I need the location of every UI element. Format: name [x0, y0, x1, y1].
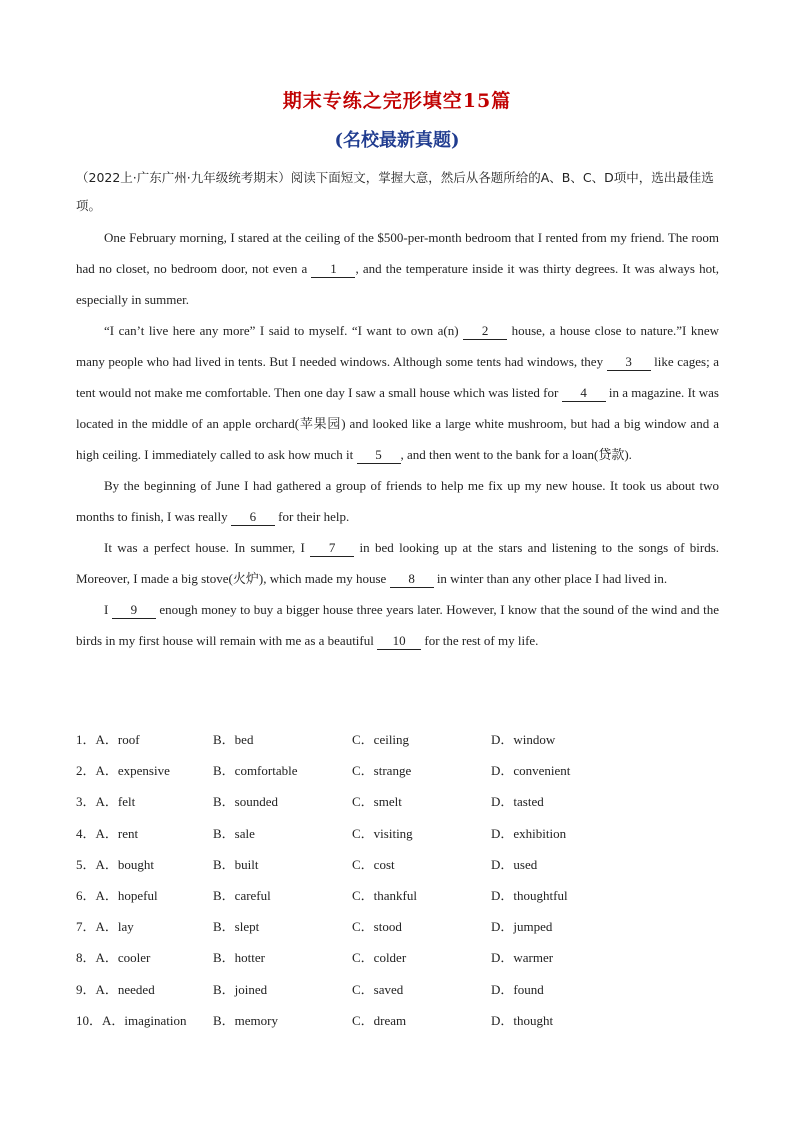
option-c[interactable]: C．visiting [352, 825, 413, 841]
blank-8: 8 [390, 571, 434, 588]
option-d[interactable]: D．jumped [491, 919, 553, 935]
option-b[interactable]: B．joined [213, 981, 268, 997]
option-a[interactable]: 9．A．needed [76, 981, 155, 997]
page-subtitle: (名校最新真题) [334, 130, 460, 151]
passage-text: , and the temperature inside it was thirty degrees. It was always hot, especially in summer. [76, 261, 719, 307]
passage-text: By the beginning of June I had gathered a group of friends to help me fix up my new house. It took us about two months to finish, I was really [76, 478, 719, 524]
option-b[interactable]: B．bed [213, 732, 254, 748]
blank-1: 1 [311, 261, 355, 278]
blank-5: 5 [357, 447, 401, 464]
passage-text: in bed looking up at the stars and listening to the songs of birds. Moreover, I made a big stove(火炉), which made my house [76, 540, 720, 586]
option-c[interactable]: C．smelt [352, 794, 402, 810]
blank-6: 6 [231, 509, 275, 526]
passage-text: enough money to buy a bigger house three years later. However, I know that the sound of the wind and the birds in my first house will remain with me as a beautiful [76, 602, 719, 648]
option-a[interactable]: 4．A．rent [76, 825, 139, 841]
option-d[interactable]: D．convenient [491, 763, 571, 779]
option-a[interactable]: 10．A．imagination [76, 1012, 187, 1028]
option-b[interactable]: B．careful [213, 888, 271, 904]
blank-2: 2 [463, 323, 507, 340]
passage-text: in winter than any other place I had lived in. [433, 571, 668, 586]
passage-text: house, a house close to nature.”I knew many people who had lived in tents. But I needed windows. Although some tents had windows, they [76, 323, 719, 369]
blank-3: 3 [607, 354, 651, 371]
option-b[interactable]: B．slept [213, 919, 260, 935]
option-a[interactable]: 8．A．cooler [76, 950, 151, 966]
option-row [76, 973, 726, 1004]
option-b[interactable]: B．built [213, 856, 259, 872]
option-d[interactable]: D．exhibition [491, 825, 567, 841]
paragraph-1 [76, 222, 719, 315]
option-row [76, 723, 726, 754]
option-row [76, 817, 726, 848]
option-d[interactable]: D．used [491, 856, 538, 872]
option-c[interactable]: C．stood [352, 919, 402, 935]
option-row [76, 785, 726, 816]
passage-text: I [104, 602, 112, 617]
option-row [76, 879, 726, 910]
option-c[interactable]: C．dream [352, 1012, 407, 1028]
option-c[interactable]: C．saved [352, 981, 404, 997]
option-a[interactable]: 1．A．roof [76, 732, 140, 748]
option-d[interactable]: D．thoughtful [491, 888, 568, 904]
option-c[interactable]: C．colder [352, 950, 407, 966]
paragraph-3 [76, 470, 719, 532]
option-a[interactable]: 6．A．hopeful [76, 888, 158, 904]
option-row [76, 910, 726, 941]
blank-10: 10 [377, 633, 421, 650]
blank-9: 9 [112, 602, 156, 619]
option-d[interactable]: D．warmer [491, 950, 554, 966]
option-a[interactable]: 2．A．expensive [76, 763, 170, 779]
passage-text: for the rest of my life. [421, 633, 539, 648]
option-row [76, 754, 726, 785]
option-c[interactable]: C．strange [352, 763, 412, 779]
blank-7: 7 [310, 540, 354, 557]
paragraph-2 [76, 315, 719, 470]
option-b[interactable]: B．sale [213, 825, 255, 841]
passage-text: One February morning, I stared at the ceiling of the $500-per-month bedroom that I rented from my friend. The room had no closet, no bedroom door, not even a [76, 230, 719, 276]
option-c[interactable]: C．thankful [352, 888, 417, 904]
option-c[interactable]: C．ceiling [352, 732, 410, 748]
option-b[interactable]: B．comfortable [213, 763, 298, 779]
option-a[interactable]: 5．A．bought [76, 856, 155, 872]
answer-options [76, 723, 726, 1035]
passage-text: It was a perfect house. In summer, I [104, 540, 311, 555]
cloze-passage [76, 222, 719, 656]
option-d[interactable]: D．found [491, 981, 544, 997]
option-d[interactable]: D．thought [491, 1012, 554, 1028]
option-row [76, 848, 726, 879]
option-a[interactable]: 7．A．lay [76, 919, 134, 935]
option-a[interactable]: 3．A．felt [76, 794, 136, 810]
option-d[interactable]: D．tasted [491, 794, 544, 810]
option-row [76, 941, 726, 972]
blank-4: 4 [562, 385, 606, 402]
page-title: 期末专练之完形填空15篇 [282, 90, 512, 112]
option-c[interactable]: C．cost [352, 856, 395, 872]
passage-text: in a magazine. It was located in the middle of an apple orchard(苹果园) and looked like a large white mushroom, but had a big window and a high ceiling. I immediately called to ask how much it [76, 385, 719, 462]
passage-text: , and then went to the bank for a loan(贷款). [400, 447, 632, 462]
option-b[interactable]: B．memory [213, 1012, 278, 1028]
option-row [76, 1004, 726, 1035]
passage-text: for their help. [274, 509, 350, 524]
passage-text: like cages; a tent would not make me comfortable. Then one day I saw a small house which was listed for [76, 354, 719, 400]
option-b[interactable]: B．sounded [213, 794, 279, 810]
source-note: （2022上·广东广州·九年级统考期末）阅读下面短文，掌握大意，然后从各题所给的A、B、C、D项中，选出最佳选项。 [76, 170, 714, 213]
paragraph-4 [76, 532, 719, 594]
option-d[interactable]: D．window [491, 732, 556, 748]
option-b[interactable]: B．hotter [213, 950, 265, 966]
passage-text: “I can’t live here any more” I said to myself. “I want to own a(n) [104, 323, 464, 338]
paragraph-5 [76, 594, 719, 656]
